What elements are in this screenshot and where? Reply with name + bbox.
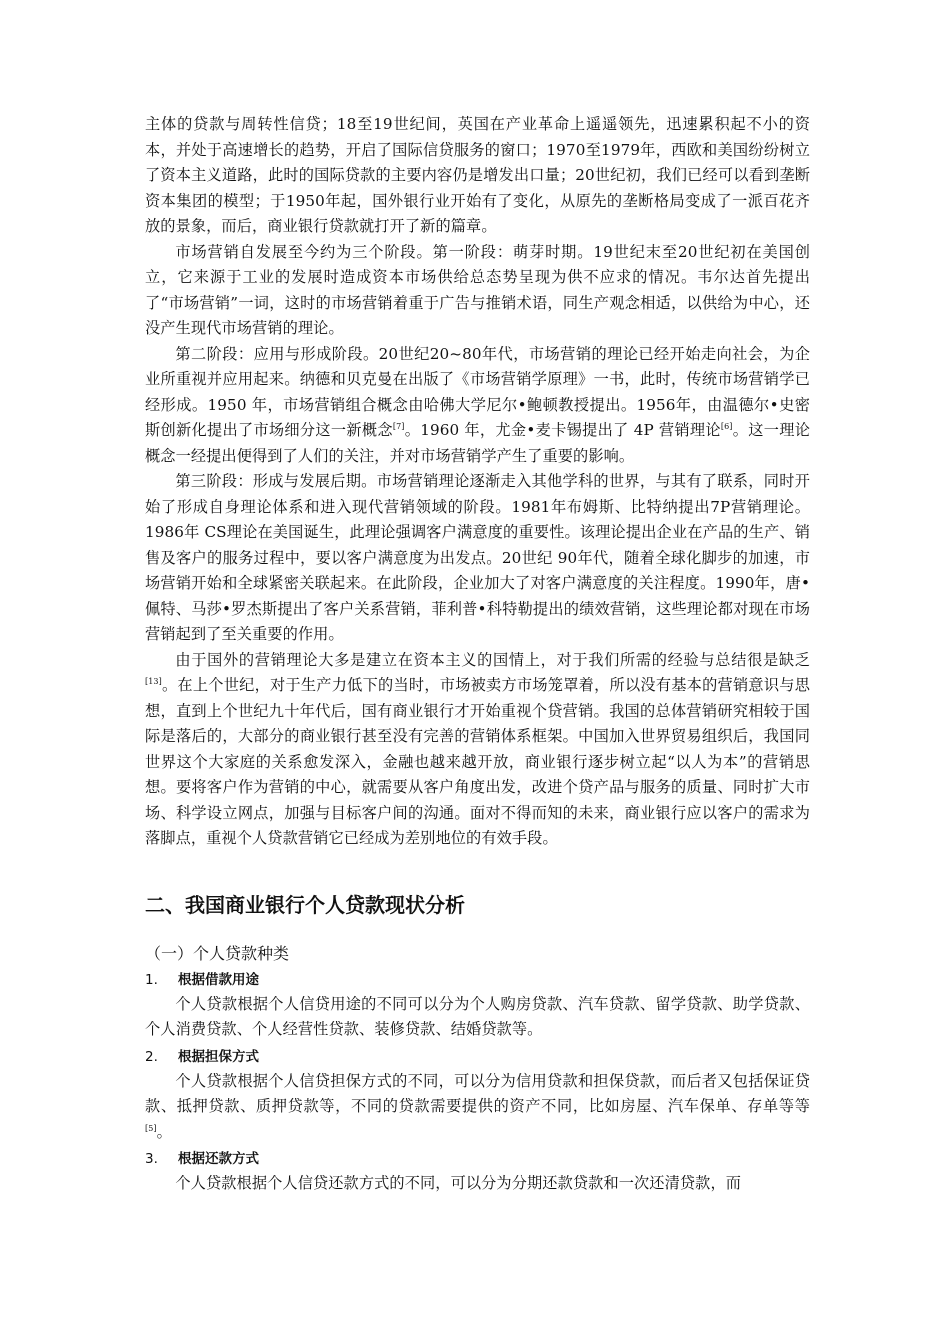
paragraph-text: 。在上个世纪，对于生产力低下的当时，市场被卖方市场笼罩着，所以没有基本的营销意识与思想，直到上个世纪九十年代后，国有商业银行才开始重视个贷营销。我国的总体营销研究相较于国际是落后的，大部分的商业银行甚至没有完善的营销体系框架。中国加入世界贸易组织后，我国同世界这个大家庭的关系愈发深入，金融也越来越开放，商业银行逐步树立起“以人为本”的营销思想。要将客户作为营销的中心，就需要从客户角度出发，改进个贷产品与服务的质量、同时扩大市场、科学设立网点，加强与目标客户间的沟通。面对不得而知的未来，商业银行应以客户的需求为落脚点，重视个人贷款营销它已经成为差别地位的有效手段。	[145, 676, 810, 847]
list-item-number: 3.	[145, 1151, 158, 1167]
citation-ref[interactable]: [13]	[145, 677, 162, 686]
paragraph-text: 。1960 年，尤金•麦卡锡提出了 4P 营销理论	[404, 421, 721, 439]
citation-ref[interactable]: [5]	[145, 1123, 157, 1133]
list-item-heading	[145, 1147, 810, 1171]
list-item-number: 2.	[145, 1048, 158, 1065]
list-item-title: 根据担保方式	[178, 1048, 259, 1065]
section-heading: 二、我国商业银行个人贷款现状分析	[145, 892, 465, 917]
paragraph-text: 由于国外的营销理论大多是建立在资本主义的国情上，对于我们所需的经验与总结很是缺乏	[175, 650, 810, 669]
list-item-heading	[145, 1045, 810, 1069]
list-item-text: 个人贷款根据个人信贷用途的不同可以分为个人购房贷款、汽车贷款、留学贷款、助学贷款、个人消费贷款、个人经营性贷款、装修贷款、结婚贷款等。	[145, 994, 810, 1038]
list-item-text: 个人贷款根据个人信贷还款方式的不同，可以分为分期还款贷款和一次还清贷款，而	[175, 1174, 742, 1192]
list-item-text	[145, 1069, 810, 1146]
paragraph-marketing-stage-three: 第三阶段：形成与发展后期。市场营销理论逐渐走入其他学科的世界，与其有了联系，同时开始了形成自身理论体系和进入现代营销领域的阶段。1981年布姆斯、比特纳提出7P营销理论。1986年 CS理论在美国诞生，此理论强调客户满意度的重要性。该理论提出企业在产品的生产、销售及客户的服务过程中，要以客户满意度为出发点。20世纪 90年代，随着全球化脚步的加速，市场营销开始和全球紧密关联起来。在此阶段，企业加大了对客户满意度的关注程度。1990年，唐•佩特、马莎•罗杰斯提出了客户关系营销，菲利普•科特勒提出的绩效营销，这些理论都对现在市场营销起到了至关重要的作用。	[145, 472, 810, 643]
citation-ref[interactable]: [6]	[720, 422, 733, 431]
paragraph-text: 个人贷款根据个人信贷担保方式的不同，可以分为信用贷款和担保贷款，而后者又包括保证贷款、抵押贷款、质押贷款等，不同的贷款需要提供的资产不同，比如房屋、汽车保单、存单等等	[145, 1071, 810, 1115]
paragraph-marketing-stage-two	[145, 342, 810, 470]
list-item-title: 根据还款方式	[178, 1151, 259, 1167]
paragraph-domestic-marketing	[145, 648, 810, 852]
paragraph-loan-history: 主体的贷款与周转性信贷；18至19世纪间，英国在产业革命上遥遥领先，迅速累积起不小的资本，并处于高速增长的趋势，开启了国际信贷服务的窗口；1970至1979年，西欧和美国纷纷树立了资本主义道路，此时的国际贷款的主要内容仍是增发出口量；20世纪初，我们已经可以看到垄断资本集团的模型；于1950年起，国外银行业开始有了变化，从原先的垄断格局变成了一派百花齐放的景象，而后，商业银行贷款就打开了新的篇章。	[145, 115, 810, 235]
list-item-number: 1.	[145, 971, 158, 988]
list-item-heading	[145, 968, 810, 992]
subsection-heading: （一）个人贷款种类	[145, 943, 290, 963]
paragraph-text: 第二阶段：应用与形成阶段。20世纪20~80年代，市场营销的理论已经开始走向社会，为企业所重视并应用起来。纳德和贝克曼在出版了《市场营销学原理》一书，此时，传统市场营销学已经形成。1950 年，市场营销组合概念由哈佛大学尼尔•鲍顿教授提出。1956年，由温德尔•史密斯创新化提出了市场细分这一新概念	[145, 344, 810, 439]
citation-ref[interactable]: [7]	[392, 422, 405, 431]
paragraph-marketing-stage-one: 市场营销自发展至今约为三个阶段。第一阶段：萌芽时期。19世纪末至20世纪初在美国创立，它来源于工业的发展时造成资本市场供给总态势呈现为供不应求的情况。韦尔达首先提出了“市场营销”一词，这时的市场营销着重于广告与推销术语，同生产观念相适，以供给为中心，还没产生现代市场营销的理论。	[145, 242, 810, 337]
paragraph-text: 。	[156, 1122, 172, 1141]
paragraph-text: 。这一理论概念一经提出便得到了人们的关注，并对市场营销学产生了重要的影响。	[145, 421, 810, 465]
list-item-title: 根据借款用途	[178, 971, 259, 988]
document-page	[145, 112, 810, 1197]
